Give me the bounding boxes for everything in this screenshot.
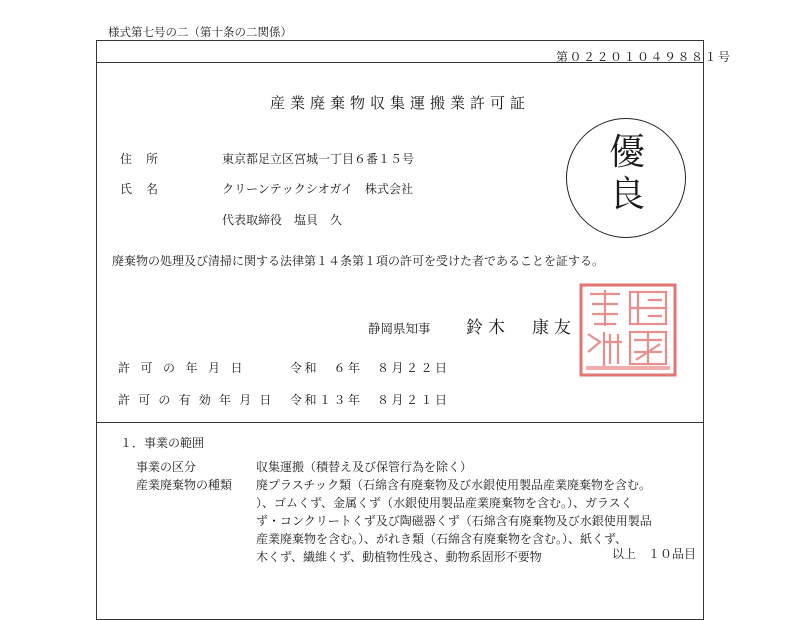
waste-total: 以上 １０品目 <box>612 547 697 561</box>
name-label: 氏名 <box>120 182 173 196</box>
governor-name: 鈴木 康友 <box>466 318 576 338</box>
permit-date-label: 許可の年月日 <box>118 361 254 375</box>
waste-line-2: ）、ゴムくず、金属くず（水銀使用製品産業廃棄物を含む。）、ガラスく <box>256 496 633 510</box>
form-label: 様式第七号の二（第十条の二関係） <box>108 25 292 39</box>
excellent-rating-mark <box>566 118 686 238</box>
certificate-number: 第０２２０１０４９８８１号 <box>556 50 732 64</box>
waste-types-label: 産業廃棄物の種類 <box>136 478 233 492</box>
business-scope-heading: １．事業の範囲 <box>120 436 205 450</box>
address-label: 住所 <box>120 152 173 166</box>
validity-date-value: 令和１３年 ８月２１日 <box>290 393 450 407</box>
certification-statement: 廃棄物の処理及び清掃に関する法律第１４条第１項の許可を受けた者であることを証する。 <box>112 254 605 268</box>
waste-line-5: 木くず、繊維くず、動植物性残さ、動物系固形不要物 <box>256 550 542 564</box>
waste-line-4: 産業廃棄物を含む。）、がれき類（石綿含有廃棄物を含む。）、紙くず、 <box>256 532 628 546</box>
rating-char-2: 良 <box>608 174 645 215</box>
scope-divider <box>96 422 704 423</box>
address-value: 東京都足立区宮城一丁目６番１５号 <box>222 152 415 166</box>
official-seal-stamp <box>578 282 678 378</box>
governor-title: 静岡県知事 <box>368 321 431 336</box>
waste-line-3: ず・コンクリートくず及び陶磁器くず（石綿含有廃棄物及び水銀使用製品 <box>256 514 652 528</box>
business-category-label: 事業の区分 <box>136 460 197 474</box>
business-category-value: 収集運搬（積替え及び保管行為を除く） <box>256 460 473 474</box>
permit-date-value: 令和 ６年 ８月２２日 <box>290 361 450 375</box>
representative: 代表取締役 塩貝 久 <box>222 213 343 227</box>
validity-date-label: 許可の有効年月日 <box>118 393 280 407</box>
rating-char-1: 優 <box>608 132 645 173</box>
name-value: クリーンテックシオガイ 株式会社 <box>222 182 414 196</box>
certificate-title: 産業廃棄物収集運搬業許可証 <box>269 94 530 112</box>
waste-line-1: 廃プラスチック類（石綿含有廃棄物及び水銀使用製品産業廃棄物を含む。 <box>256 478 652 492</box>
